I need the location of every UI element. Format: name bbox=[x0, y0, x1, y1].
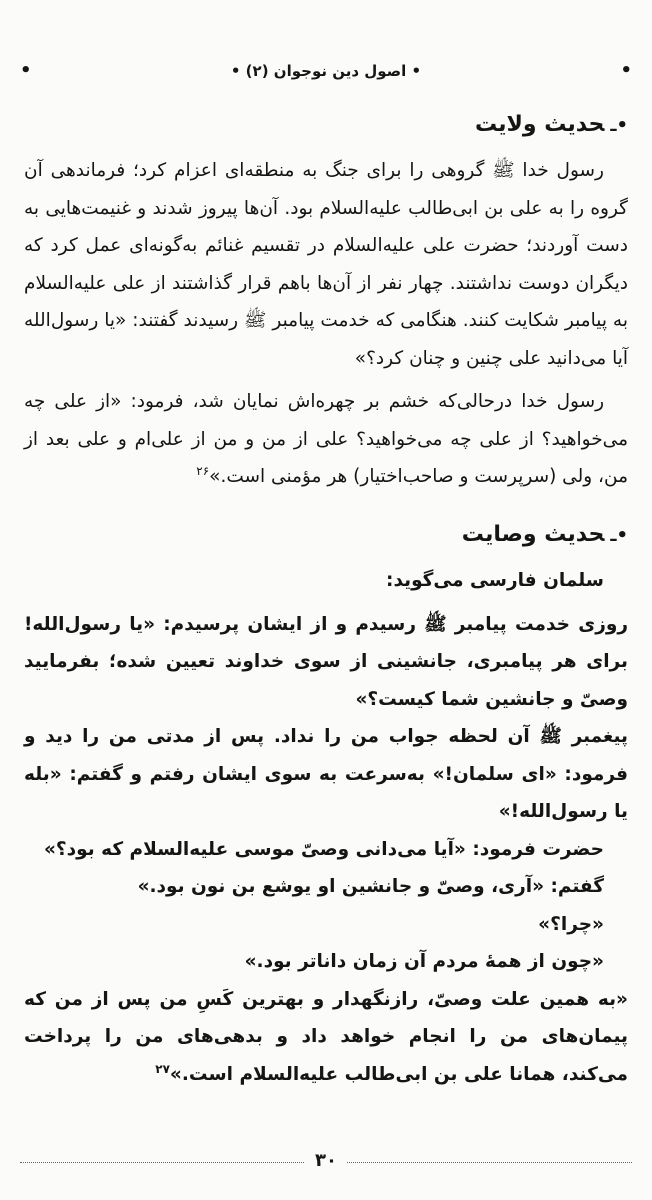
section-marker-icon: •ـ bbox=[610, 525, 628, 546]
header-dot-left: • bbox=[20, 60, 32, 81]
header-dot-right: • bbox=[620, 60, 632, 81]
page-number-text: ۳۰ bbox=[305, 1150, 347, 1171]
header-title: • اصول دین نوجوان (۲) • bbox=[230, 62, 422, 80]
paragraph bbox=[24, 981, 628, 1094]
paragraph: «چرا؟» bbox=[538, 913, 604, 935]
section-body-vesayat bbox=[24, 562, 628, 1093]
footnote-ref: ۲۶ bbox=[196, 463, 210, 478]
section-title-text: حدیث وصایت bbox=[461, 522, 605, 547]
section-title-vesayat bbox=[462, 522, 628, 547]
section-title-velayat bbox=[475, 112, 628, 137]
paragraph: رسول خدا ﷺ گروهی را برای جنگ به منطقه‌ای اعزام کرد؛ فرماندهی آن گروه را به علی بن ابی‌طالب علیه‌السلام بود. آن‌ها پیروز شدند و غنیمت‌هایی به دست آوردند؛ حضرت علی علیه‌السلام در تقسیم غنائم به‌گونه‌ای عمل کرد که دیگران دوست نداشتند. چهار نفر از آن‌ها باهم قرار گذاشتند از علی علیه‌السلام به پیامبر شکایت کنند. هنگامی که خدمت پیامبر ﷺ رسیدند گفتند: «یا رسول‌الله آیا می‌دانید علی چنین و چنان کرد؟» bbox=[24, 160, 628, 369]
paragraph: روزی خدمت پیامبر ﷺ رسیدم و از ایشان پرسیدم: «یا رسول‌الله! برای هر پیامبری، جانشینی از سوی خداوند تعیین شده؛ بفرمایید وصیّ و جانشین شما کیست؟» bbox=[24, 613, 628, 710]
section-title-text: حدیث ولایت bbox=[474, 112, 605, 137]
paragraph: گفتم: «آری، وصیّ و جانشین او یوشع بن نون بود.» bbox=[137, 876, 604, 897]
paragraph: «چون از همهٔ مردم آن زمان داناتر بود.» bbox=[244, 951, 604, 972]
paragraph: پیغمبر ﷺ آن لحظه جواب من را نداد. پس از مدتی من را دید و فرمود: «ای سلمان!» به‌سرعت به سوی ایشان رفتم و گفتم: «بله یا رسول‌الله!» bbox=[24, 726, 628, 822]
section-body-velayat bbox=[24, 152, 628, 496]
paragraph: حضرت فرمود: «آیا می‌دانی وصیّ موسی علیه‌السلام که بود؟» bbox=[43, 838, 604, 860]
footnote-ref: ۲۷ bbox=[155, 1061, 170, 1076]
paragraph-text: رسول خدا درحالی‌که خشم بر چهره‌اش نمایان شد، فرمود: «از علی چه می‌خواهید؟ از علی چه می‌خواهید؟ علی از من و من از علی‌ام و علی بعد از من، ولی (سرپرست و صاحب‌اختیار) هر مؤمنی است.» bbox=[24, 391, 628, 487]
running-header bbox=[20, 62, 632, 86]
paragraph-intro: سلمان فارسی می‌گوید: bbox=[386, 570, 604, 591]
page-number bbox=[0, 1150, 652, 1171]
paragraph-text: «به همین علت وصیّ، رازنگهدار و بهترین کَسِ من پس از من که پیمان‌های من را انجام خواهد داد و بدهی‌های من را پرداخت می‌کند، همانا علی بن ابی‌طالب علیه‌السلام است.» bbox=[24, 988, 628, 1085]
paragraph bbox=[24, 383, 628, 496]
section-marker-icon: •ـ bbox=[610, 115, 628, 136]
